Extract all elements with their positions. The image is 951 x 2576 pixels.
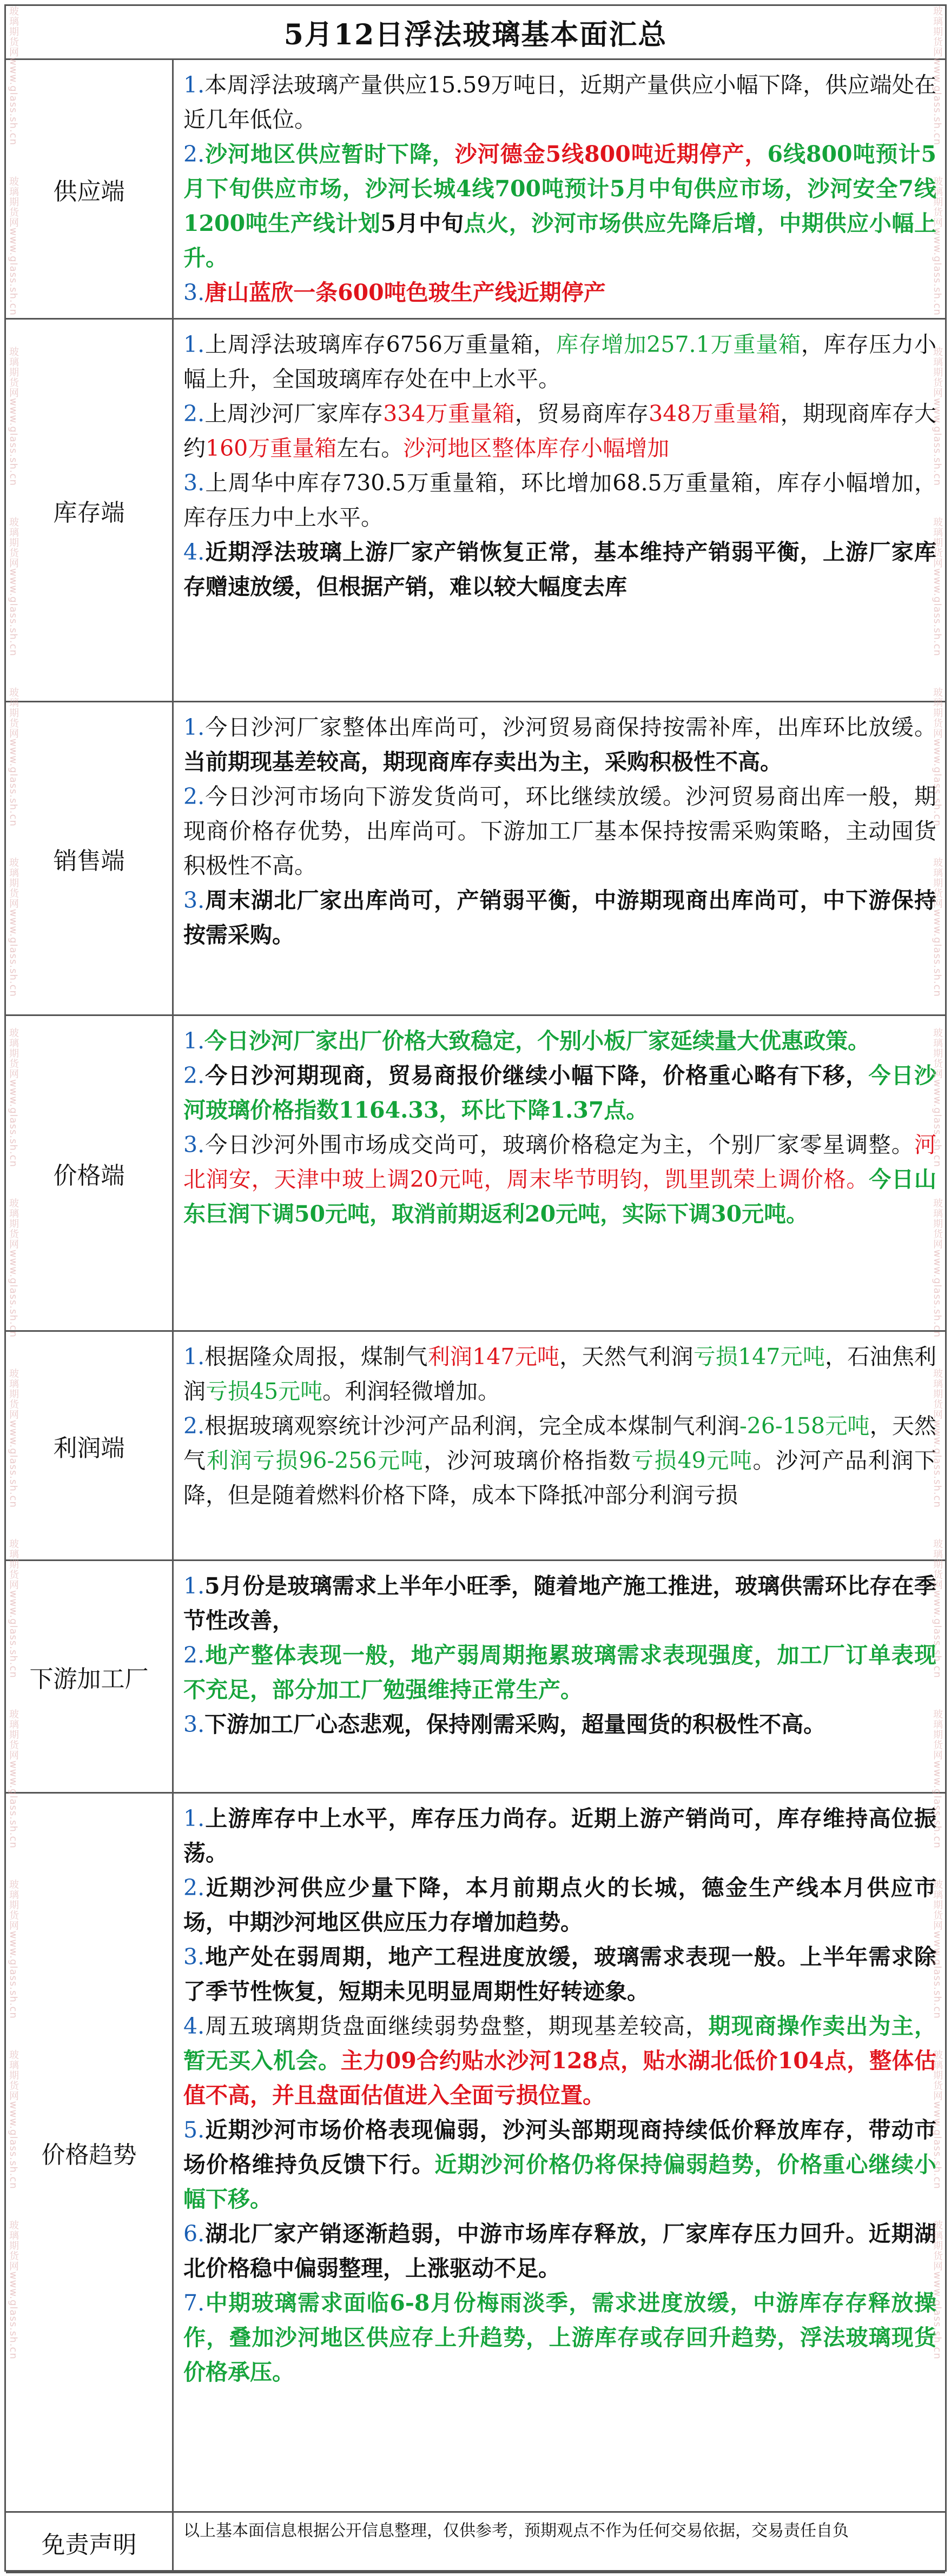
text-segment: 今日沙河厂家出厂价格大致稳定，个别小板厂家延续量大优惠政策。 <box>204 1028 870 1054</box>
row-content <box>174 1561 945 1792</box>
item-paragraph <box>183 1339 936 1409</box>
text-segment: 点火 <box>464 210 509 236</box>
text-segment: ，库存压力小幅上升，全国玻璃库存处在中上水平。 <box>183 331 937 392</box>
text-segment: 亏损45元吨 <box>206 1378 323 1404</box>
text-segment: 160万重量箱 <box>206 435 337 461</box>
text-segment: 今日沙河期现商，贸易商报价继续小幅下降，价格重心略有下移， <box>204 1063 869 1088</box>
row-label: 库存端 <box>6 320 174 701</box>
text-segment: 湖北厂家产销逐渐趋弱，中游市场库存释放，厂家库存压力回升。近期湖北价格稳中偏弱整理，上涨驱动不足。 <box>183 2221 936 2281</box>
text-segment: 5月份是玻璃需求上半年小旺季，随着地产施工推进，玻璃供需环比存在季节性改善， <box>183 1573 936 1634</box>
item-paragraph <box>183 1707 936 1742</box>
text-segment: 。利润轻微增加。 <box>322 1378 500 1404</box>
text-segment: ，贸易商库存 <box>514 401 649 427</box>
text-segment: 下游加工厂心态悲观，保持刚需采购，超量囤货的积极性不高。 <box>204 1711 826 1737</box>
text-segment: 地产处在弱周期，地产工程进度放缓，玻璃需求表现一般。上半年需求除了季节性恢复，短期未见明显周期性好转迹象。 <box>183 1944 936 2004</box>
row-supply <box>6 60 945 320</box>
text-segment: 根据玻璃观察统计沙河产品利润，完全成本煤制气利润 <box>204 1413 739 1439</box>
text-segment: 亏损49元吨 <box>631 1448 753 1473</box>
item-paragraph <box>183 710 936 779</box>
text-segment: 左右。 <box>336 435 404 461</box>
text-segment: ，天然气利润 <box>559 1344 694 1370</box>
text-segment: 今日山东巨润下调50元吨，取消前期返利20元吨，实际下调30元吨。 <box>183 1166 937 1227</box>
item-number: 1. <box>183 72 205 98</box>
item-number: 7. <box>183 2290 205 2316</box>
text-segment: 334万重量箱 <box>383 401 515 427</box>
item-paragraph <box>183 1801 936 1870</box>
watermark-left: 玻璃期货网www.glass.sh.cn 玻璃期货网www.glass.sh.cn 玻璃期货网www.glass.sh.cn 玻璃期货网www.glass.sh.cn 玻璃期货网www.glass.sh.cn 玻璃期货网www.glass.sh.cn 玻璃期货网www.glass.sh.cn 玻璃期货网www.glass.sh.cn 玻璃期货网www.glass.sh.cn 玻璃期货网www.glass.sh.cn 玻璃期货网www.glass.sh.cn 玻璃期货网www.glass.sh.cn 玻璃期货网www.glass.sh.cn 玻璃期货网www.glass.sh.cn <box>8 6 19 2360</box>
item-number: 3. <box>183 1711 205 1737</box>
text-segment: 近期沙河市场价格表现偏弱，沙河头部期现商持续低价释放库存，带动市场价格维持负反馈下行。 <box>183 2117 936 2177</box>
text-segment: 唐山蓝欣一条600吨色玻生产线近期停产 <box>204 280 606 306</box>
item-paragraph <box>183 1940 936 2009</box>
row-content <box>174 1794 945 2511</box>
text-segment: 利润147元吨 <box>427 1344 560 1370</box>
text-segment: 当前期现基差较高，期现商库存卖出为主，采购积极性不高。 <box>183 749 782 775</box>
text-segment: 利润亏损96-256元吨 <box>206 1448 424 1473</box>
text-segment: 本周浮法玻璃产量供应15.59万吨日，近期产量供应小幅下降，供应端处在近几年低位。 <box>183 72 936 132</box>
row-downstream <box>6 1561 945 1794</box>
text-segment: 。沙河产品利润下降，但是随着燃料价格下降，成本下降抵冲部分利润亏损 <box>183 1448 937 1508</box>
text-segment: 周五玻璃期货盘面继续弱势盘整，期现基差较高， <box>204 2013 709 2039</box>
text-segment: 亏损147元吨 <box>693 1344 825 1370</box>
text-segment: 348万重量箱 <box>649 401 781 427</box>
item-number: 6. <box>183 2221 205 2247</box>
row-label: 销售端 <box>6 702 174 1014</box>
text-segment: 库存增加257.1万重量箱 <box>556 331 801 357</box>
watermark-right: 玻璃期货网www.glass.sh.cn 玻璃期货网www.glass.sh.cn 玻璃期货网www.glass.sh.cn 玻璃期货网www.glass.sh.cn 玻璃期货网www.glass.sh.cn 玻璃期货网www.glass.sh.cn 玻璃期货网www.glass.sh.cn 玻璃期货网www.glass.sh.cn 玻璃期货网www.glass.sh.cn 玻璃期货网www.glass.sh.cn 玻璃期货网www.glass.sh.cn 玻璃期货网www.glass.sh.cn 玻璃期货网www.glass.sh.cn 玻璃期货网www.glass.sh.cn <box>932 6 943 2360</box>
item-paragraph <box>183 1127 936 1231</box>
row-price <box>6 1016 945 1332</box>
item-paragraph <box>183 2520 936 2542</box>
text-segment: 5月中旬 <box>380 210 464 236</box>
item-paragraph <box>183 1058 936 1127</box>
item-number: 3. <box>183 470 205 496</box>
item-paragraph <box>183 1409 936 1512</box>
item-number: 4. <box>183 2013 205 2039</box>
item-paragraph <box>183 779 936 883</box>
text-segment: 6线800吨预计5月下旬供应市场，沙河长城4线700吨预计5月中旬供应市场，沙河安全7线1200吨生产线计划 <box>183 141 936 236</box>
row-label: 供应端 <box>6 60 174 318</box>
text-segment: 中期玻璃需求面临6-8月份梅雨淡季，需求进度放缓，中游库存存释放操作，叠加沙河地区供应存上升趋势，上游库存或存回升趋势，浮法玻璃现货价格承压。 <box>183 2290 936 2385</box>
item-number: 1. <box>183 1344 205 1370</box>
text-segment: 根据隆众周报，煤制气 <box>204 1344 428 1370</box>
text-segment: ，沙河玻璃价格指数 <box>424 1448 632 1473</box>
text-segment: -26-158元吨 <box>739 1413 870 1439</box>
item-paragraph <box>183 1638 936 1707</box>
text-segment: 今日沙河厂家整体出库尚可，沙河贸易商保持按需补库，出库环比放缓。 <box>204 714 936 740</box>
item-paragraph <box>183 137 936 275</box>
item-paragraph <box>183 2009 936 2113</box>
item-paragraph <box>183 1870 936 1940</box>
item-number: 2. <box>183 1063 205 1088</box>
row-content <box>174 1016 945 1330</box>
item-number: 2. <box>183 1413 205 1439</box>
page-title: 5月12日浮法玻璃基本面汇总 <box>6 6 945 60</box>
row-label: 利润端 <box>6 1332 174 1559</box>
item-number: 1. <box>183 714 205 740</box>
text-segment: 今日沙河玻璃价格指数1164.33，环比下降1.37点。 <box>183 1063 937 1123</box>
item-number: 2. <box>183 1642 205 1668</box>
item-number: 3. <box>183 1944 205 1970</box>
row-label: 免责声明 <box>6 2513 174 2572</box>
item-paragraph <box>183 68 936 137</box>
item-number: 2. <box>183 401 205 427</box>
item-number: 1. <box>183 331 205 357</box>
item-paragraph <box>183 2113 936 2216</box>
text-segment: 今日沙河外围市场成交尚可，玻璃价格稳定为主，个别厂家零星调整。 <box>204 1132 914 1158</box>
item-number: 2. <box>183 784 205 809</box>
text-segment: 以上基本面信息根据公开信息整理，仅供参考，预期观点不作为任何交易依据，交易责任自负 <box>183 2521 849 2540</box>
item-paragraph <box>183 883 936 952</box>
item-paragraph <box>183 1569 936 1638</box>
text-segment: 周末湖北厂家出库尚可，产销弱平衡，中游期现商出库尚可，中下游保持按需采购。 <box>183 887 936 948</box>
row-label: 下游加工厂 <box>6 1561 174 1792</box>
item-number: 4. <box>183 539 205 565</box>
text-segment: 沙河德金5线800吨近期停产， <box>454 141 768 167</box>
text-segment: 地产整体表现一般，地产弱周期拖累玻璃需求表现强度，加工厂订单表现不充足，部分加工厂勉强维持正常生产。 <box>183 1642 936 1703</box>
row-disclaimer <box>6 2513 945 2573</box>
item-number: 2. <box>183 1875 205 1901</box>
text-segment: 期现商操作卖出为主，暂无买入机会。 <box>183 2013 937 2074</box>
row-price-trend <box>6 1794 945 2513</box>
row-profit <box>6 1332 945 1561</box>
text-segment: ，期现商库存大约 <box>183 401 937 461</box>
item-number: 2. <box>183 141 205 167</box>
text-segment: 近期沙河价格仍将保持偏弱趋势，价格重心继续小幅下移。 <box>183 2152 936 2212</box>
text-segment: 主力09合约贴水沙河128点，贴水湖北低价104点，整体估值不高，并且盘面估值进入全面亏损位置。 <box>183 2048 936 2108</box>
row-sales <box>6 702 945 1016</box>
item-paragraph <box>183 2286 936 2389</box>
row-content <box>174 60 945 318</box>
text-segment: ，天然气 <box>183 1413 937 1473</box>
text-segment: 上周沙河厂家库存 <box>204 401 384 427</box>
item-paragraph <box>183 327 936 396</box>
disclaimer-text <box>174 2513 945 2572</box>
item-number: 3. <box>183 1132 205 1158</box>
item-number: 3. <box>183 887 205 913</box>
summary-table <box>4 4 947 2572</box>
item-paragraph <box>183 1024 936 1058</box>
text-segment: 近期沙河供应少量下降，本月前期点火的长城，德金生产线本月供应市场，中期沙河地区供应压力存增加趋势。 <box>183 1875 936 1935</box>
item-paragraph <box>183 2216 936 2286</box>
text-segment: 沙河地区整体库存小幅增加 <box>403 435 670 461</box>
item-number: 1. <box>183 1805 205 1831</box>
item-paragraph <box>183 535 936 604</box>
text-segment: 上周华中库存730.5万重量箱，环比增加68.5万重量箱，库存小幅增加，库存压力中上水平。 <box>183 470 936 530</box>
row-label: 价格趋势 <box>6 1794 174 2511</box>
text-segment: 近期浮法玻璃上游厂家产销恢复正常，基本维持产销弱平衡，上游厂家库存赠速放缓，但根据产销，难以较大幅度去库 <box>183 539 936 600</box>
text-segment: 河北润安，天津中玻上调20元吨，周末毕节明钧，凯里凯荣上调价格。 <box>183 1132 936 1192</box>
row-content <box>174 702 945 1014</box>
item-paragraph <box>183 466 936 535</box>
row-inventory <box>6 320 945 702</box>
text-segment: 今日沙河市场向下游发货尚可，环比继续放缓。沙河贸易商出库一般，期现商价格存优势，出库尚可。下游加工厂基本保持按需采购策略，主动囤货积极性不高。 <box>183 784 936 879</box>
row-content <box>174 320 945 701</box>
row-label: 价格端 <box>6 1016 174 1330</box>
row-content <box>174 1332 945 1559</box>
item-number: 1. <box>183 1028 205 1054</box>
item-paragraph <box>183 275 936 310</box>
item-number: 5. <box>183 2117 205 2143</box>
item-number: 1. <box>183 1573 205 1599</box>
text-segment: ，石油焦利润 <box>183 1344 937 1404</box>
text-segment: 上周浮法玻璃库存6756万重量箱， <box>204 331 556 357</box>
text-segment: 上游库存中上水平，库存压力尚存。近期上游产销尚可，库存维持高位振荡。 <box>183 1805 936 1866</box>
item-paragraph <box>183 396 936 466</box>
item-number: 3. <box>183 280 205 306</box>
text-segment: ，沙河市场供应先降后增，中期供应小幅上升。 <box>183 210 936 271</box>
text-segment: 沙河地区供应暂时下降， <box>204 141 455 167</box>
